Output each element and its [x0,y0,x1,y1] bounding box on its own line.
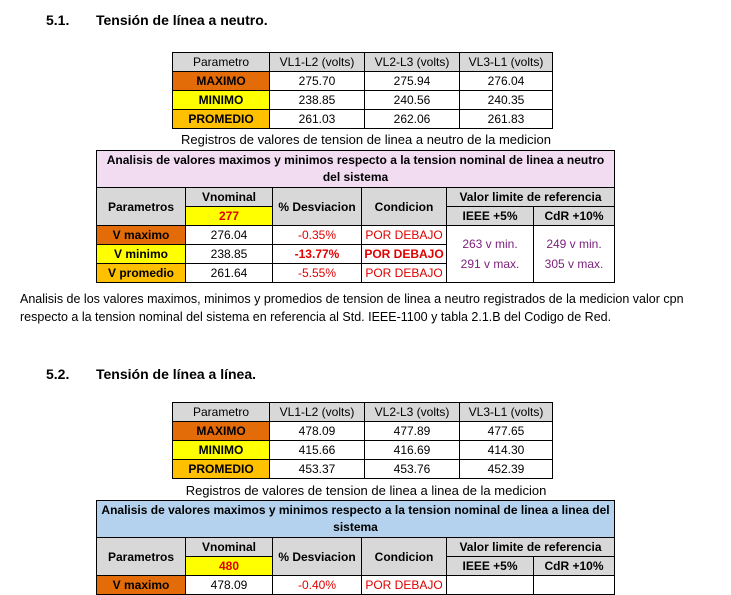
cell-deviation: -0.40% [273,576,362,595]
row-label-minimo: MINIMO [173,91,270,110]
ieee-max: 291 v max. [460,257,520,271]
cell-condition: POR DEBAJO [362,264,447,283]
cell-value: 478.09 [186,576,273,595]
cell-value: 276.04 [460,72,553,91]
row-label-v-promedio: V promedio [97,264,186,283]
cell-value: 452.39 [460,460,553,479]
table-row [97,226,615,245]
line-neutral-table [172,52,553,129]
header-parametro: Parametro [173,403,270,422]
vnominal-value: 480 [186,557,273,576]
row-label-v-maximo: V maximo [97,576,186,595]
section-number: 5.1. [46,12,70,28]
cell-value: 240.56 [365,91,460,110]
row-label-maximo: MAXIMO [173,422,270,441]
header-condicion: Condicion [362,188,447,226]
header-limite: Valor limite de referencia [447,188,615,207]
header-vnominal: Vnominal [186,538,273,557]
header-ieee: IEEE +5% [447,557,534,576]
header-vnominal: Vnominal [186,188,273,207]
table-caption: Registros de valores de tension de linea a neutro de la medicion [180,132,551,147]
cell-value: 276.04 [186,226,273,245]
header-parametro: Parametro [173,53,270,72]
cell-value: 238.85 [186,245,273,264]
cell-value: 261.64 [186,264,273,283]
table-row [173,460,553,479]
cell-value: 416.69 [365,441,460,460]
cell-condition: POR DEBAJO [362,226,447,245]
cell-value: 477.89 [365,422,460,441]
header-desviacion: % Desviacion [273,538,362,576]
analysis-title: Analisis de valores maximos y minimos respecto a la tension nominal de linea a linea del sistema [97,501,615,538]
analysis-table-line-neutral [96,150,615,283]
cell-value: 238.85 [270,91,365,110]
header-limite: Valor limite de referencia [447,538,615,557]
row-label-promedio: PROMEDIO [173,460,270,479]
section-heading-5-1 [0,12,731,32]
cell-value: 415.66 [270,441,365,460]
header-vl3-l1: VL3-L1 (volts) [460,403,553,422]
cell-value: 261.03 [270,110,365,129]
header-parametros: Parametros [97,188,186,226]
table-caption: Registros de valores de tension de linea a linea de la medicion [185,483,547,498]
vnominal-value: 277 [186,207,273,226]
table-row [173,422,553,441]
analysis-title: Analisis de valores maximos y minimos respecto a la tension nominal de linea a neutro del sistema [97,151,615,188]
analysis-paragraph: Analisis de los valores maximos, minimos y promedios de tension de linea a neutro registrados de la medicion valor cpn respecto a la tension nominal del sistema en referencia al Std. IEEE-1100 y tabla 2.1.B del Codigo de Red. [20,292,684,324]
section-title: Tensión de línea a línea. [96,366,257,382]
table-row [173,441,553,460]
header-vl1-l2: VL1-L2 (volts) [270,53,365,72]
cell-value: 453.37 [270,460,365,479]
table-row [173,91,553,110]
cell-value: 414.30 [460,441,553,460]
header-vl2-l3: VL2-L3 (volts) [365,403,460,422]
cdr-limits [534,226,615,283]
header-desviacion: % Desviacion [273,188,362,226]
cdr-min: 249 v min. [546,237,602,251]
cell-value: 453.76 [365,460,460,479]
header-cdr: CdR +10% [534,557,615,576]
header-parametros: Parametros [97,538,186,576]
header-ieee: IEEE +5% [447,207,534,226]
header-condicion: Condicion [362,538,447,576]
cell-value: 275.70 [270,72,365,91]
section-number: 5.2. [46,366,70,382]
header-vl2-l3: VL2-L3 (volts) [365,53,460,72]
row-label-minimo: MINIMO [173,441,270,460]
cell-condition: POR DEBAJO [362,245,447,264]
cell-value: 240.35 [460,91,553,110]
header-cdr: CdR +10% [534,207,615,226]
line-line-table [172,402,553,479]
row-label-v-minimo: V minimo [97,245,186,264]
cell-empty [447,576,534,595]
cell-value: 275.94 [365,72,460,91]
cell-value: 262.06 [365,110,460,129]
ieee-limits [447,226,534,283]
header-vl3-l1: VL3-L1 (volts) [460,53,553,72]
cell-value: 478.09 [270,422,365,441]
ieee-min: 263 v min. [462,237,518,251]
row-label-promedio: PROMEDIO [173,110,270,129]
analysis-table-line-line [96,500,615,595]
section-title: Tensión de línea a neutro. [96,12,268,28]
cell-value: 261.83 [460,110,553,129]
row-label-v-maximo: V maximo [97,226,186,245]
table-row [173,110,553,129]
cell-value: 477.65 [460,422,553,441]
table-row [173,72,553,91]
cell-deviation: -13.77% [273,245,362,264]
cell-condition: POR DEBAJO [362,576,447,595]
cell-empty [534,576,615,595]
cell-deviation: -0.35% [273,226,362,245]
header-vl1-l2: VL1-L2 (volts) [270,403,365,422]
cell-deviation: -5.55% [273,264,362,283]
table-row [97,576,615,595]
section-heading-5-2 [0,366,731,386]
cdr-max: 305 v max. [544,257,604,271]
row-label-maximo: MAXIMO [173,72,270,91]
